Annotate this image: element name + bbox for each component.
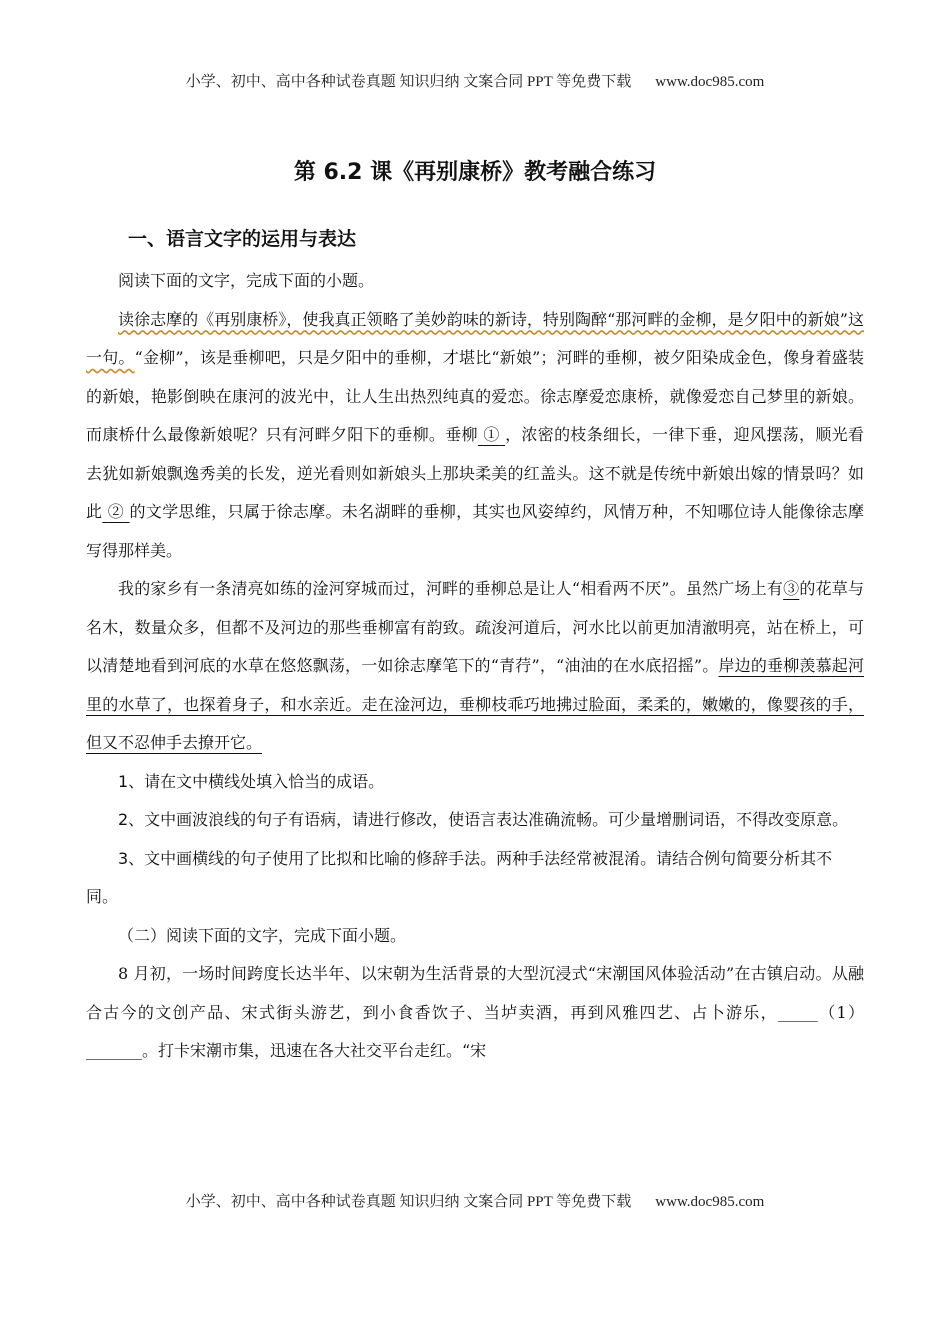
footer-text: 小学、初中、高中各种试卷真题 知识归纳 文案合同 PPT 等免费下载 [185, 1194, 632, 1210]
section-heading: 一、语言文字的运用与表达 [128, 228, 357, 250]
passage-text: ，浓密的枝条细长，一律下垂，迎风摆荡，顺光看去犹如新娘飘逸秀美的长发，逆光看则如新娘头上那块柔美的红盖头。这不就是传统中新娘出嫁的情景吗？如此 [86, 425, 864, 521]
passage-paragraph-2 [86, 570, 864, 763]
page-footer [0, 1190, 950, 1211]
passage-text: 。打卡宋潮市集，迅速在各大社交平台走红。“宋 [142, 1041, 487, 1060]
question-1: 1、请在文中横线处填入恰当的成语。 [118, 771, 385, 791]
question-2: 2、文中画波浪线的句子有语病，请进行修改，使语言表达准确流畅。可少量增删词语，不得改变原意。 [118, 810, 849, 829]
passage-text: 我的家乡有一条清亮如练的淦河穿城而过，河畔的垂柳总是让人“相看两不厌”。虽然广场上有 [118, 579, 784, 598]
blank-1: ① [483, 425, 500, 444]
header-text: 小学、初中、高中各种试卷真题 知识归纳 文案合同 PPT 等免费下载 [185, 74, 632, 90]
passage-text: 的文学思维，只属于徐志摩。未名湖畔的垂柳，其实也风姿绰约，风情万种，不知哪位诗人能像徐志摩写得那样美。 [86, 502, 864, 560]
blank-3: ③ [783, 579, 800, 598]
wavy-underlined-sentence: 读徐志摩的《再别康桥》，使我真正领略了美妙韵味的新诗，特别陶醉“那河畔的金柳，是夕阳中的新娘”这一句。 [86, 309, 864, 367]
document-body [86, 262, 864, 1071]
header-url[interactable]: www.doc985.com [655, 74, 765, 90]
instruction-1: 阅读下面的文字，完成下面的小题。 [118, 271, 375, 290]
passage-paragraph-1 [86, 301, 864, 571]
question-3: 3、文中画横线的句子使用了比拟和比喻的修辞手法。两种手法经常被混淆。请结合例句简要分析其不同。 [86, 848, 833, 906]
footer-url[interactable]: www.doc985.com [655, 1194, 765, 1210]
page-header [0, 70, 950, 91]
page-title: 第 6.2 课《再别康桥》教考融合练习 [293, 160, 657, 185]
passage-text: “金柳”，该是垂柳吧，只是夕阳中的垂柳，才堪比“新娘”；河畔的垂柳，被夕阳染成金色，像身着盛装的新娘，艳影倒映在康河的波光中，让人生出热烈纯真的爱恋。徐志摩爱恋康桥，就像爱恋自己梦里的新娘。而康桥什么最像新娘呢？只有河畔夕阳下的垂柳。垂柳 [86, 348, 864, 444]
passage-2-paragraph [86, 955, 864, 1071]
blank-2: ② [107, 502, 125, 521]
underlined-sentence: 岸边的垂柳羡慕起河里的水草了，也探着身子，和水亲近。走在淦河边，垂柳枝乖巧地拂过脸面，柔柔的，嫩嫩的，像婴孩的手，但又不忍伸手去撩开它。 [86, 656, 864, 752]
passage-text: 的花草与名木，数量众多，但都不及河边的那些垂柳富有韵致。疏浚河道后，河水比以前更加清澈明亮，站在桥上，可以清楚地看到河底的水草在悠悠飘荡，一如徐志摩笔下的“青荇”，“油油的在水底招摇”。 [86, 579, 864, 675]
blank-passage2: _____（1）_______ [86, 1002, 864, 1060]
passage-text: 8 月初，一场时间跨度长达半年、以宋朝为生活背景的大型沉浸式“宋潮国风体验活动”在古镇启动。从融合古今的文创产品、宋式街头游艺，到小食香饮子、当垆卖酒，再到风雅四艺、占卜游乐， [86, 964, 864, 1022]
instruction-2: （二）阅读下面的文字，完成下面小题。 [118, 925, 407, 945]
